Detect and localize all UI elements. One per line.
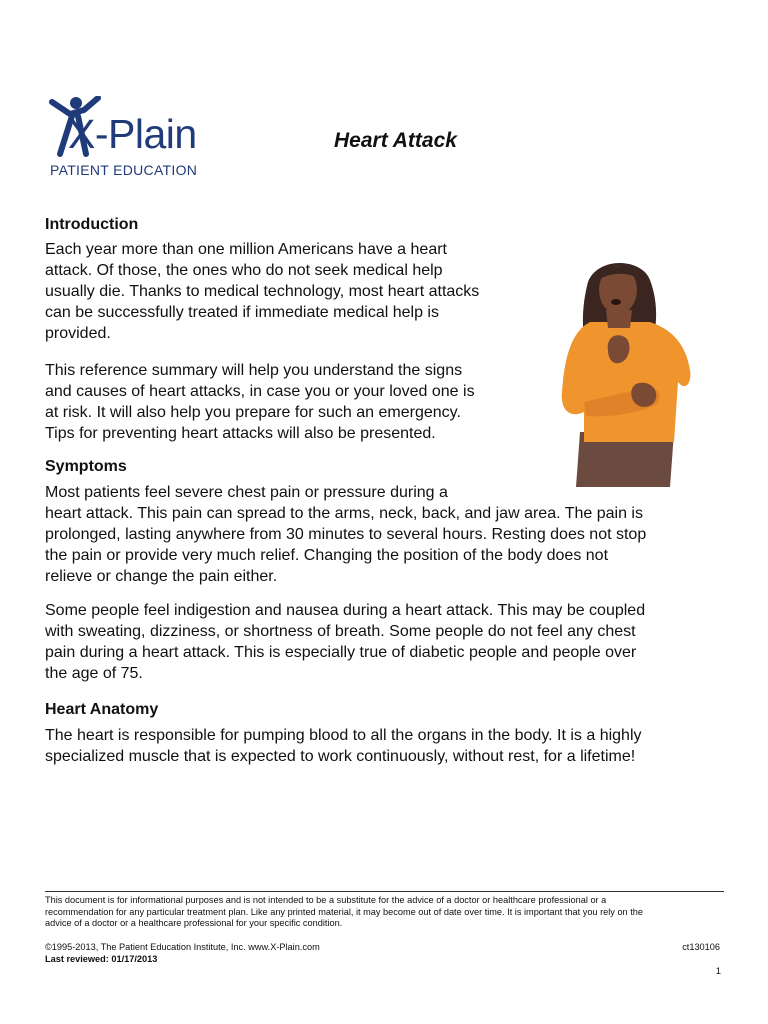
intro-paragraph-1: Each year more than one million Americans have a heart attack. Of those, the ones who do not seek medical help usually die. Thanks to medical technology, most heart attacks can be successfully treated if immediate medical help is provided. xyxy=(45,241,480,342)
section-heading-symptoms: Symptoms xyxy=(45,458,127,475)
page-number: 1 xyxy=(715,966,721,976)
xplain-logo xyxy=(48,96,223,182)
logo-subtitle: PATIENT EDUCATION xyxy=(50,162,198,178)
intro-paragraph-2: This reference summary will help you understand the signs and causes of heart attacks, in case you or your loved one is at risk. It will also help you prepare for such an emergency. Tips for preventing heart attacks will also be presented. xyxy=(45,362,475,442)
section-heading-introduction: Introduction xyxy=(45,216,139,233)
symptoms-paragraph-1: Most patients feel severe chest pain or pressure during a heart attack. This pain can spread to the arms, neck, back, and jaw area. The pain is prolonged, lasting anywhere from 30 minutes to several hours. Resting does not stop the pain or provide very much relief. Changing the position of the body does not relieve or change the pain either. xyxy=(45,484,647,585)
footer-document-code: ct130106 xyxy=(682,942,720,952)
woman-clutching-chest-illustration xyxy=(550,252,710,487)
footer-last-reviewed: Last reviewed: 01/17/2013 xyxy=(45,954,158,964)
footer-divider xyxy=(45,891,724,892)
footer-disclaimer: This document is for informational purposes and is not intended to be a substitute for the advice of a doctor or healthcare professional or a recommendation for any particular treatment plan. Like any printed material, it may become out of date over time. It is important that you rely on the advice of a doctor or a healthcare professional for your specific condition. xyxy=(45,895,643,928)
footer-copyright: ©1995-2013, The Patient Education Institute, Inc. www.X-Plain.com xyxy=(45,942,320,952)
section-heading-heart-anatomy: Heart Anatomy xyxy=(45,701,159,718)
logo-wordmark: X-Plain xyxy=(68,111,197,157)
heart-anatomy-paragraph: The heart is responsible for pumping blood to all the organs in the body. It is a highly specialized muscle that is expected to work continuously, without rest, for a lifetime! xyxy=(45,727,642,765)
page-title: Heart Attack xyxy=(334,129,457,152)
symptoms-paragraph-2: Some people feel indigestion and nausea during a heart attack. This may be coupled with sweating, dizziness, or shortness of breath. Some people do not feel any chest pain during a heart attack. This is especially true of diabetic people and people over the age of 75. xyxy=(45,602,646,682)
